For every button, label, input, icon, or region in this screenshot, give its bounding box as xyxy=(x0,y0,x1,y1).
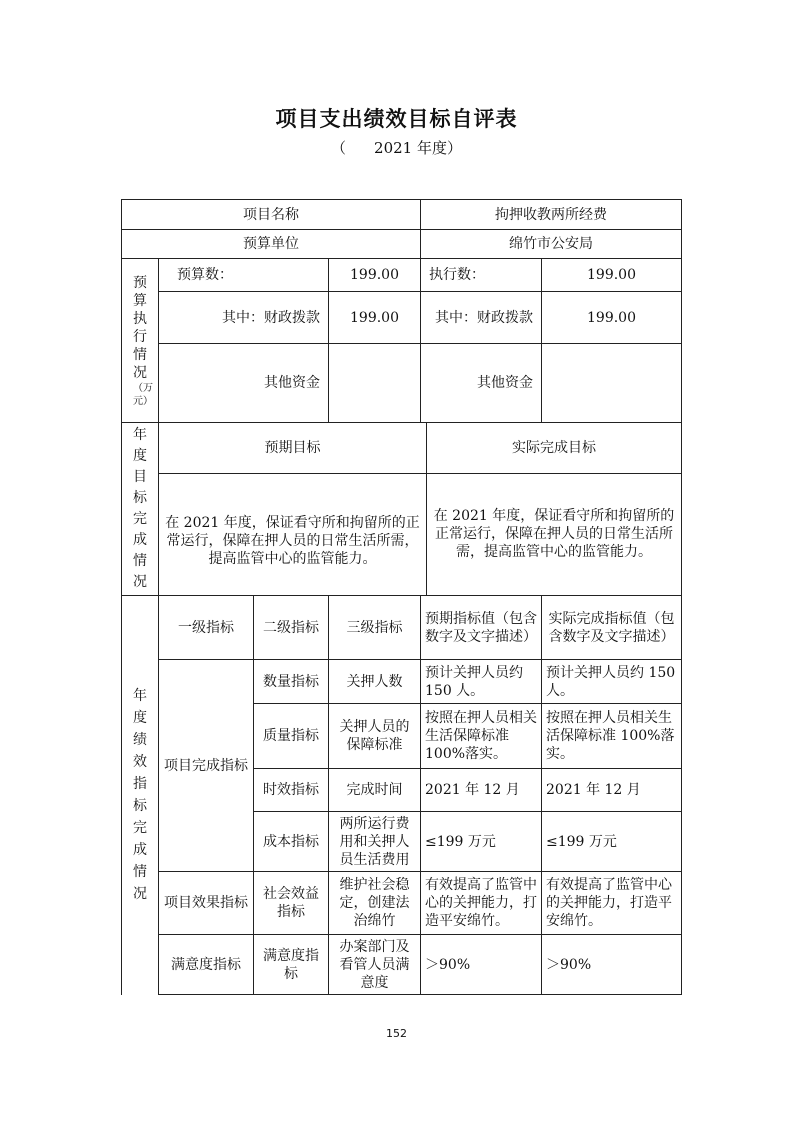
row4-actual: ≤199 万元 xyxy=(542,812,682,872)
row3-actual: 2021 年 12 月 xyxy=(542,769,682,812)
page-title: 项目支出绩效目标自评表 xyxy=(275,106,518,131)
fiscal-budget-label: 其中：财政拨款 xyxy=(159,292,329,344)
other-funds-row xyxy=(122,344,682,423)
year-subtitle xyxy=(0,137,793,158)
row6-expected: ＞90% xyxy=(421,935,542,995)
budget-unit-value: 绵竹市公安局 xyxy=(421,230,682,259)
project-name-row xyxy=(122,200,682,230)
row6-actual: ＞90% xyxy=(542,935,682,995)
indicator-header-row xyxy=(122,596,682,660)
row1-actual: 预计关押人员约 150 人。 xyxy=(542,660,682,704)
row1-level2: 数量指标 xyxy=(254,660,329,704)
row3-expected: 2021 年 12 月 xyxy=(421,769,542,812)
annual-goal-side-text: 年度目标完成情况 xyxy=(133,427,147,590)
row6-level2: 满意度指标 xyxy=(254,935,329,995)
row4-level2: 成本指标 xyxy=(254,812,329,872)
other-exec-value xyxy=(542,344,682,423)
fiscal-budget-value: 199.00 xyxy=(329,292,421,344)
group-effect-label: 项目效果指标 xyxy=(159,872,254,935)
row6-level3: 办案部门及看管人员满意度 xyxy=(329,935,421,995)
exec-amount-label: 执行数： xyxy=(421,259,542,292)
row5-level3: 维护社会稳定，创建法治绵竹 xyxy=(329,872,421,935)
budget-unit-row xyxy=(122,230,682,259)
budget-side-unit: （万元） xyxy=(133,382,153,407)
row2-level2: 质量指标 xyxy=(254,704,329,769)
group-satisfaction-label: 满意度指标 xyxy=(159,935,254,995)
header-actual-value: 实际完成指标值（包含数字及文字描述） xyxy=(542,596,682,660)
budget-row xyxy=(122,259,682,292)
project-name-value: 拘押收教两所经费 xyxy=(421,200,682,230)
indicator-side-text: 年度绩效指标完成情况 xyxy=(133,688,147,903)
row4-expected: ≤199 万元 xyxy=(421,812,542,872)
annual-goal-content-row xyxy=(122,473,682,595)
fiscal-row xyxy=(122,292,682,344)
other-exec-label: 其他资金 xyxy=(421,344,542,423)
header-level2: 二级指标 xyxy=(254,596,329,660)
other-budget-value xyxy=(329,344,421,423)
row1-level3: 关押人数 xyxy=(329,660,421,704)
row3-level3: 完成时间 xyxy=(329,769,421,812)
row5-level2: 社会效益指标 xyxy=(254,872,329,935)
row4-level3: 两所运行费用和关押人员生活费用 xyxy=(329,812,421,872)
expected-goal-header: 预期目标 xyxy=(159,423,427,474)
budget-unit-label: 预算单位 xyxy=(122,230,421,259)
budget-side-text: 预算执行情况 xyxy=(133,274,147,381)
project-name-label: 项目名称 xyxy=(122,200,421,230)
year-text: 2021 年度） xyxy=(374,139,462,157)
indicator-row xyxy=(122,935,682,995)
page-number: 152 xyxy=(386,1027,407,1040)
expected-goal-text: 在 2021 年度，保证看守所和拘留所的正常运行，保障在押人员的日常生活所需，提高监管中心的监管能力。 xyxy=(159,473,427,595)
fiscal-exec-label: 其中：财政拨款 xyxy=(421,292,542,344)
actual-goal-text: 在 2021 年度，保证看守所和拘留所的正常运行，保障在押人员的日常生活所需，提高监管中心的监管能力。 xyxy=(427,473,682,595)
group-completion-label: 项目完成指标 xyxy=(159,660,254,872)
row3-level2: 时效指标 xyxy=(254,769,329,812)
indicator-row xyxy=(122,660,682,704)
annual-goal-side-label xyxy=(122,423,159,596)
self-evaluation-table xyxy=(121,199,682,995)
indicator-row xyxy=(122,872,682,935)
exec-amount-value: 199.00 xyxy=(542,259,682,292)
year-open-paren: （ xyxy=(331,139,347,157)
budget-execution-side-label xyxy=(122,259,159,423)
header-level1: 一级指标 xyxy=(159,596,254,660)
row5-actual: 有效提高了监管中心的关押能力，打造平安绵竹。 xyxy=(542,872,682,935)
header-level3: 三级指标 xyxy=(329,596,421,660)
row2-expected: 按照在押人员相关生活保障标准 100%落实。 xyxy=(421,704,542,769)
budget-amount-label: 预算数： xyxy=(159,259,329,292)
row2-level3: 关押人员的保障标准 xyxy=(329,704,421,769)
row2-actual: 按照在押人员相关生活保障标准 100%落实。 xyxy=(542,704,682,769)
other-budget-label: 其他资金 xyxy=(159,344,329,423)
indicator-side-label xyxy=(122,596,159,995)
actual-goal-header: 实际完成目标 xyxy=(427,423,682,474)
annual-goal-header-row xyxy=(122,423,682,474)
row5-expected: 有效提高了监管中心的关押能力，打造平安绵竹。 xyxy=(421,872,542,935)
fiscal-exec-value: 199.00 xyxy=(542,292,682,344)
header-expected-value: 预期指标值（包含数字及文字描述） xyxy=(421,596,542,660)
budget-amount-value: 199.00 xyxy=(329,259,421,292)
row1-expected: 预计关押人员约 150 人。 xyxy=(421,660,542,704)
